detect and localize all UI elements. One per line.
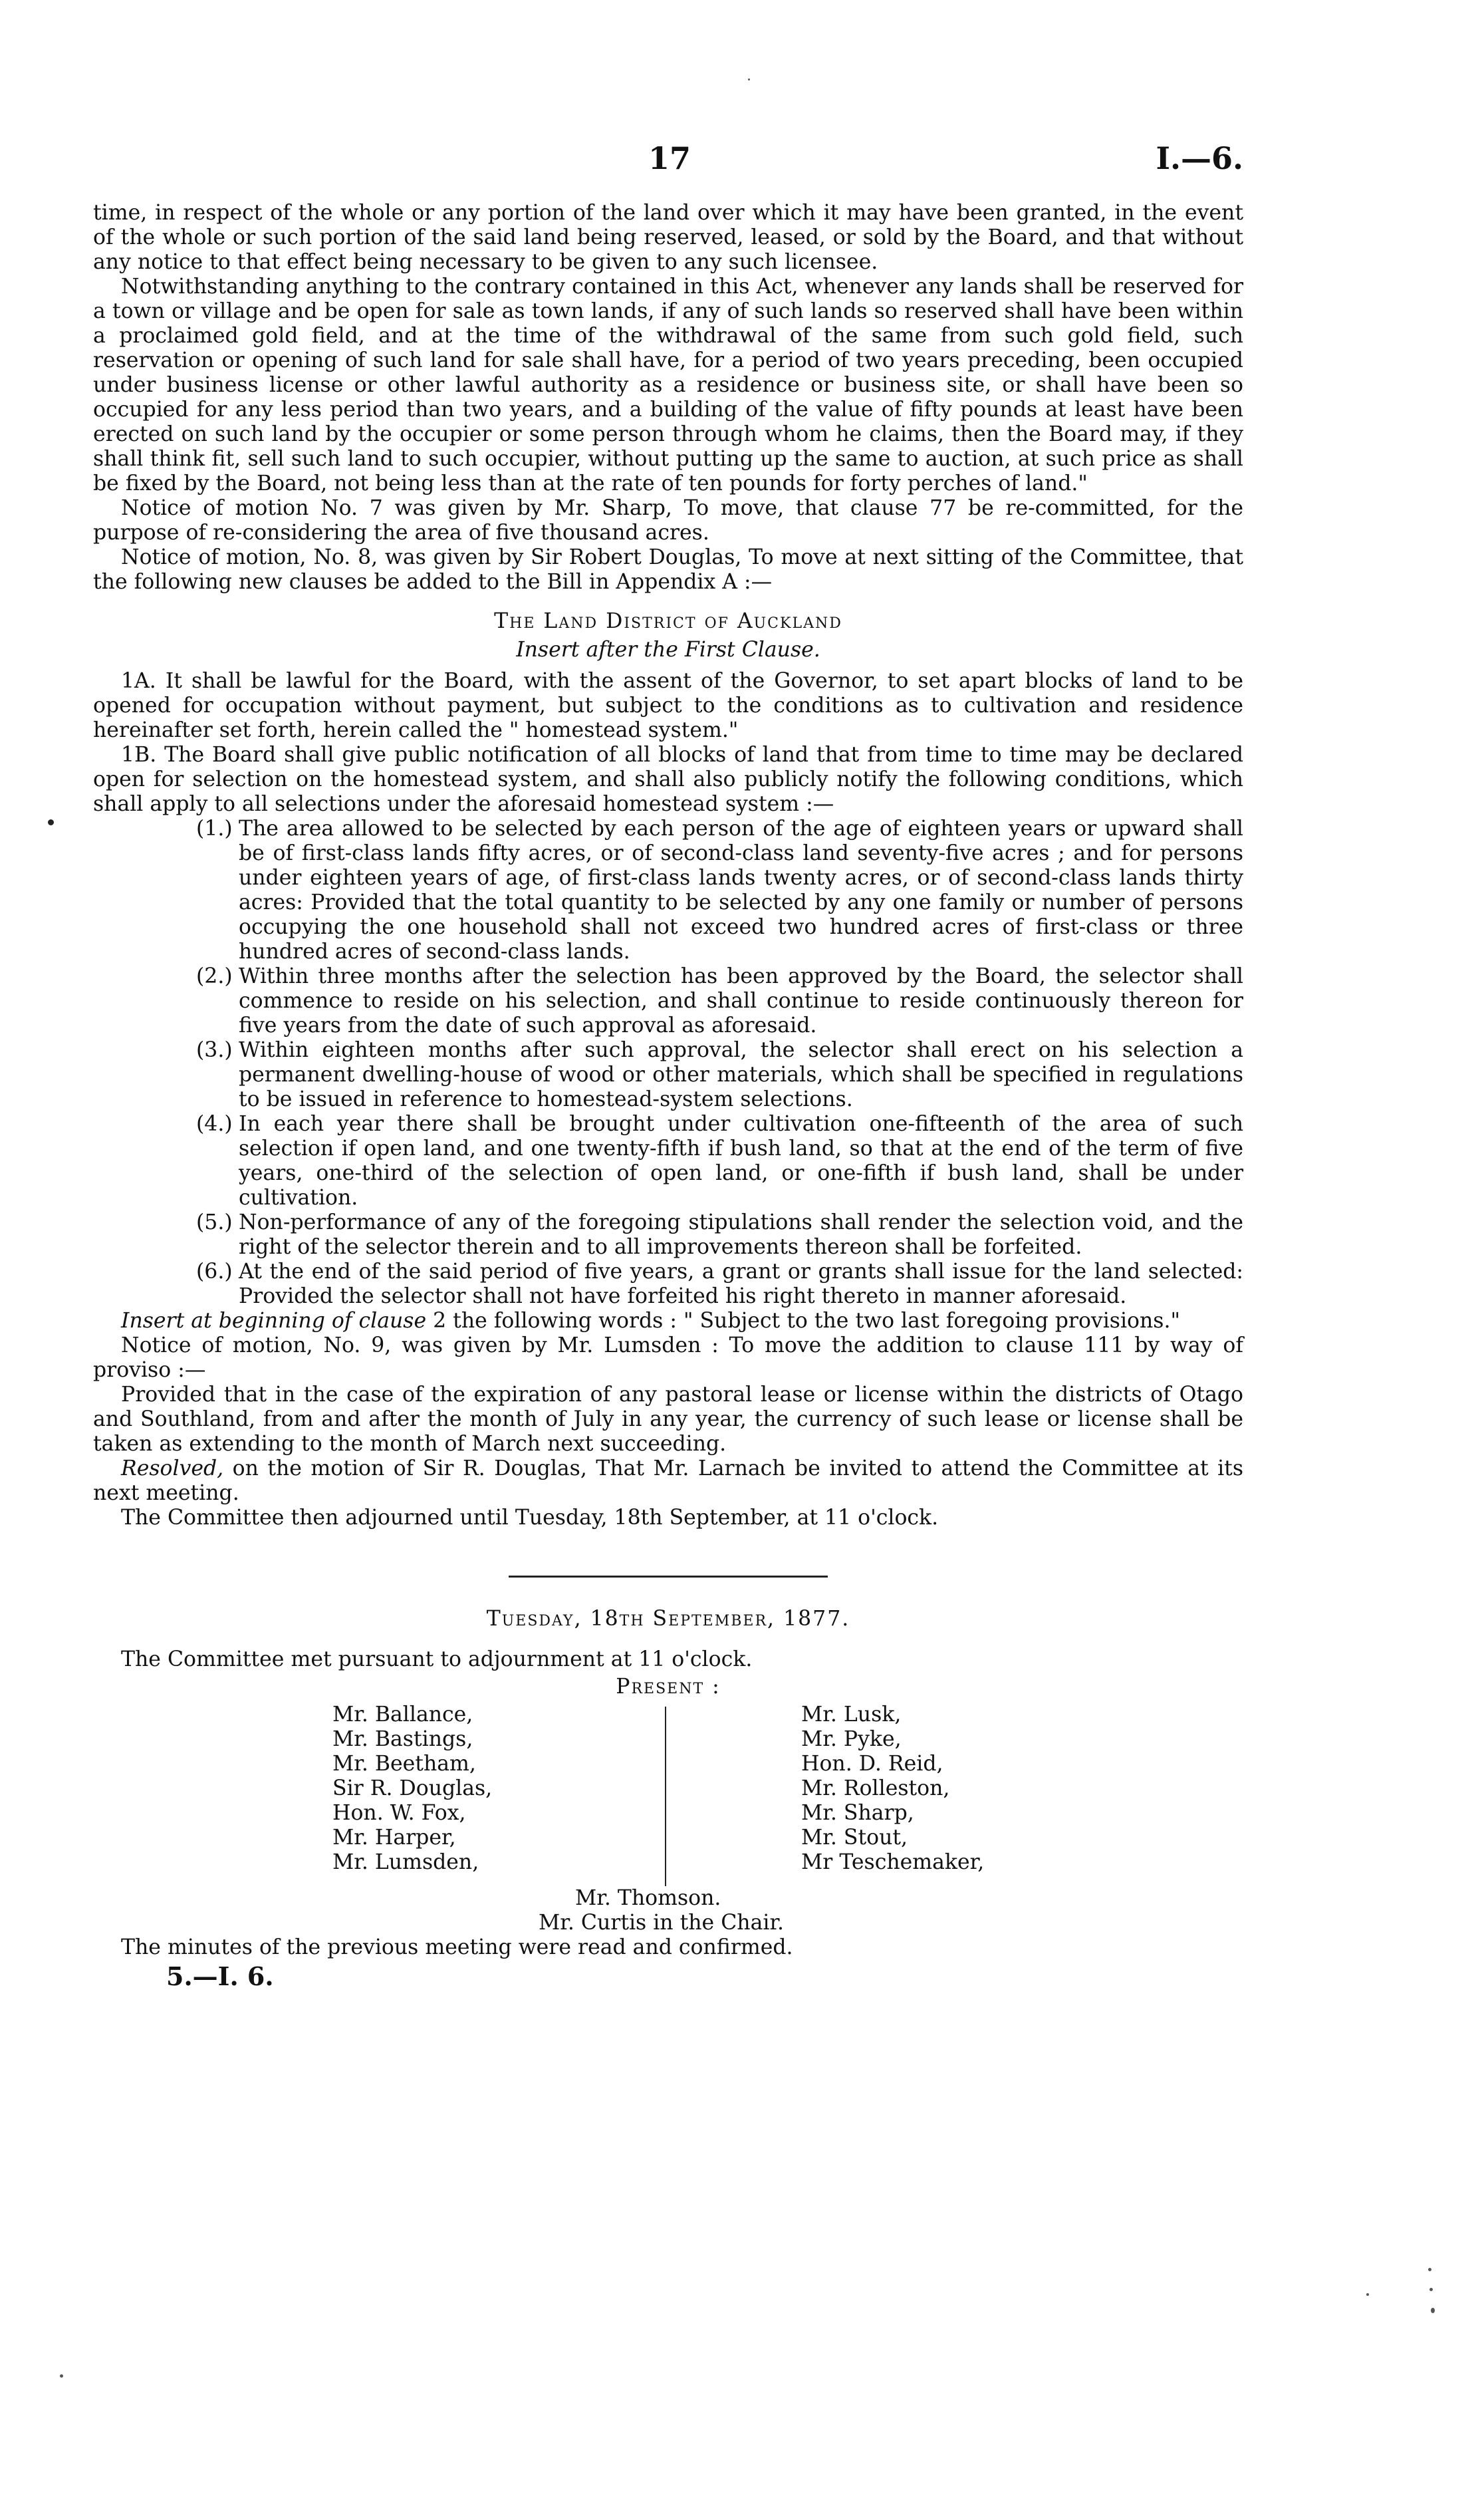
present-label: Present : <box>616 1675 721 1699</box>
member-name: Mr. Stout, <box>801 1826 908 1850</box>
scan-speck <box>748 78 750 80</box>
scan-speck <box>1431 2308 1435 2313</box>
member-name: Mr. Bastings, <box>332 1727 473 1751</box>
margin-mark <box>48 819 54 825</box>
insert-instruction-text: 2 the following words : " Subject to the two last foregoing provisions." <box>426 1309 1180 1333</box>
members-left-column <box>332 1703 492 1875</box>
page-number: 17 <box>648 140 691 176</box>
resolution-text: on the motion of Sir R. Douglas, That Mr. Larnach be invited to attend the Committee at its next meeting. <box>93 1457 1243 1505</box>
resolved-italic: Resolved, <box>121 1457 224 1480</box>
paragraph: Notice of motion, No. 9, was given by Mr. Lumsden : To move the addition to clause 111 by way of proviso :— <box>93 1333 1243 1382</box>
condition-text: Non-performance of any of the foregoing stipulations shall render the selection void, and the right of the selector therein and to all improvements thereon shall be forfeited. <box>239 1210 1243 1259</box>
footer-reference: 5.—I. 6. <box>166 1961 274 1991</box>
condition-item <box>196 817 1243 964</box>
column-divider <box>665 1707 666 1886</box>
member-name: Mr. Thomson. <box>575 1886 721 1910</box>
condition-text: Within three months after the selection has been approved by the Board, the selector shall commence to reside on his selection, and shall continue to reside continuously thereon for five years from the date of such approval as aforesaid. <box>239 964 1243 1038</box>
section-divider <box>509 1576 828 1578</box>
condition-item <box>196 964 1243 1038</box>
scan-speck <box>1429 2288 1433 2291</box>
attendance-list <box>93 1675 1243 1886</box>
member-name: Mr. Sharp, <box>801 1801 914 1825</box>
condition-item <box>196 1210 1243 1260</box>
document-page <box>93 140 1243 1991</box>
condition-number: (1.) <box>196 817 233 841</box>
condition-item <box>196 1112 1243 1210</box>
condition-text: At the end of the said period of five years, a grant or grants shall issue for the land selected: Provided the selector shall not have forfeited his right thereto in manner aforesaid. <box>239 1260 1243 1308</box>
member-name: Hon. D. Reid, <box>801 1752 943 1776</box>
insert-instruction <box>93 1309 1243 1333</box>
member-name: Mr. Pyke, <box>801 1727 902 1751</box>
clause-1a: 1A. It shall be lawful for the Board, with the assent of the Governor, to set apart blocks of land to be opened for occupation without payment, but subject to the conditions as to cultivation and residence hereinafter set forth, herein called the " homestead system." <box>93 669 1243 742</box>
member-name: Mr. Rolleston, <box>801 1776 950 1800</box>
member-name: Mr Teschemaker, <box>801 1850 985 1874</box>
member-name: Mr. Beetham, <box>332 1752 476 1776</box>
scan-speck <box>60 2374 63 2378</box>
paragraph: Notwithstanding anything to the contrary contained in this Act, whenever any lands shall be reserved for a town or village and be open for sale as town lands, if any of such lands so reserved shall have been within a proclaimed gold field, and at the time of the withdrawal of the same from such gold field, such reservation or opening of such land for sale shall have, for a period of two years preceding, been occupied under business license or other lawful authority as a residence or business site, or shall have been so occupied for any less period than two years, and a building of the value of fifty pounds at least have been erected on such land by the occupier or some person through whom he claims, then the Board may, if they shall think fit, sell such land to such occupier, without putting up the same to auction, at such price as shall be fixed by the Board, not being less than at the rate of ten pounds for forty perches of land." <box>93 275 1243 495</box>
paragraph: time, in respect of the whole or any portion of the land over which it may have been granted, in the event of the whole or such portion of the said land being reserved, leased, or sold by the Board, and that without any notice to that effect being necessary to be given to any such licensee. <box>93 201 1243 274</box>
section-subheading: Insert after the First Clause. <box>516 638 820 662</box>
condition-number: (6.) <box>196 1260 233 1284</box>
scan-speck <box>1428 2268 1431 2271</box>
paragraph: Notice of motion No. 7 was given by Mr. Sharp, To move, that clause 77 be re-committed, for the purpose of re-considering the area of five thousand acres. <box>93 496 1243 545</box>
members-right-column <box>801 1703 984 1875</box>
resolution <box>93 1457 1243 1506</box>
condition-number: (3.) <box>196 1038 233 1062</box>
member-name: Mr. Harper, <box>332 1826 456 1850</box>
condition-number: (5.) <box>196 1210 233 1234</box>
paragraph: Notice of motion, No. 8, was given by Sir Robert Douglas, To move at next sitting of the Committee, that the following new clauses be added to the Bill in Appendix A :— <box>93 545 1243 594</box>
clause-1b: 1B. The Board shall give public notification of all blocks of land that from time to time may be declared open for selection on the homestead system, and shall also publicly notify the following conditions, which shall apply to all selections under the aforesaid homestead system :— <box>93 743 1243 816</box>
condition-text: The area allowed to be selected by each person of the age of eighteen years or upward shall be of first-class lands fifty acres, or of second-class land seventy-five acres ; and for persons under eighteen years of age, of first-class lands twenty acres, or of second-class lands thirty acres: Provided that the total quantity to be selected by any one family or number of persons occupying the one household shall not exceed two hundred acres of first-class or three hundred acres of second-class lands. <box>239 817 1243 964</box>
minutes-line: The minutes of the previous meeting were read and confirmed. <box>121 1935 793 1959</box>
condition-number: (4.) <box>196 1112 233 1136</box>
meeting-opening: The Committee met pursuant to adjournment at 11 o'clock. <box>121 1647 753 1671</box>
chair-line: Mr. Curtis in the Chair. <box>539 1911 785 1935</box>
member-name: Mr. Lusk, <box>801 1703 902 1727</box>
section-heading: The Land District of Auckland <box>494 609 842 633</box>
condition-item <box>196 1260 1243 1309</box>
paragraph: Provided that in the case of the expiration of any pastoral lease or license within the districts of Otago and Southland, from and after the month of July in any year, the currency of such lease or license shall be taken as extending to the month of March next succeeding. <box>93 1383 1243 1456</box>
member-name: Mr. Lumsden, <box>332 1850 479 1874</box>
adjournment-line: The Committee then adjourned until Tuesday, 18th September, at 11 o'clock. <box>121 1506 939 1530</box>
member-name: Sir R. Douglas, <box>332 1776 493 1800</box>
condition-item <box>196 1038 1243 1112</box>
insert-instruction-italic: Insert at beginning of clause <box>121 1309 427 1333</box>
member-name: Hon. W. Fox, <box>332 1801 466 1825</box>
scan-speck <box>1366 2293 1369 2296</box>
meeting-date: Tuesday, 18th September, 1877. <box>486 1607 850 1631</box>
condition-text: Within eighteen months after such approval, the selector shall erect on his selection a permanent dwelling-house of wood or other materials, which shall be specified in regulations to be issued in reference to homestead-system selections. <box>239 1038 1243 1111</box>
page-header <box>93 140 1243 188</box>
document-reference: I.—6. <box>1156 140 1243 176</box>
condition-number: (2.) <box>196 964 233 988</box>
member-name: Mr. Ballance, <box>332 1703 473 1727</box>
condition-text: In each year there shall be brought under cultivation one-fifteenth of the area of such selection if open land, and one twenty-fifth if bush land, so that at the end of the term of five years, one-third of the selection of open land, or one-fifth if bush land, shall be under cultivation. <box>239 1112 1243 1210</box>
